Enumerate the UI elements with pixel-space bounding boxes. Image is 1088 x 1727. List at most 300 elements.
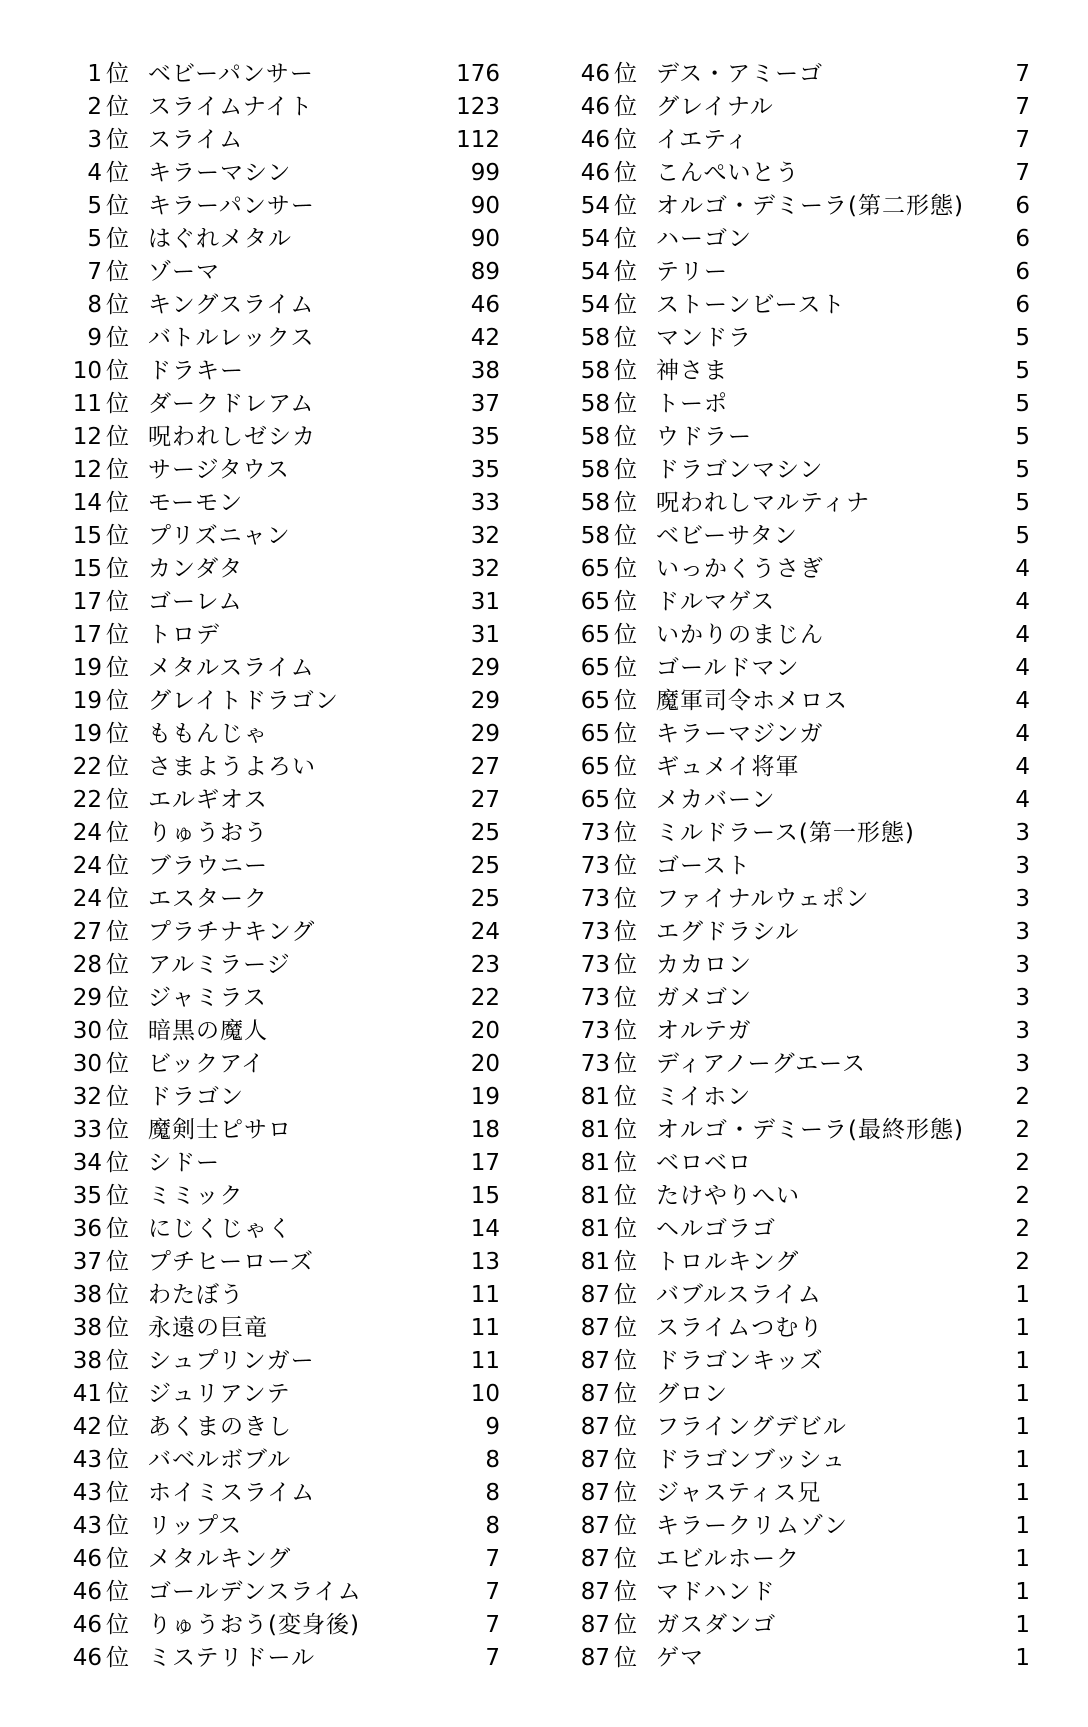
character-name: ゴースト bbox=[656, 853, 751, 879]
character-name: ダークドレアム bbox=[148, 391, 315, 417]
vote-count: 24 bbox=[470, 919, 500, 945]
rank-suffix: 位 bbox=[614, 457, 637, 483]
ranking-row bbox=[570, 1477, 1030, 1510]
rank-suffix: 位 bbox=[614, 556, 637, 582]
rank-number: 10 bbox=[72, 358, 102, 384]
rank-number: 5 bbox=[87, 193, 102, 219]
vote-count: 1 bbox=[1015, 1282, 1030, 1308]
rank-suffix: 位 bbox=[106, 292, 129, 318]
ranking-row bbox=[62, 1246, 522, 1279]
rank-suffix: 位 bbox=[106, 160, 129, 186]
character-name: ファイナルウェポン bbox=[656, 886, 870, 912]
vote-count: 8 bbox=[485, 1480, 500, 1506]
ranking-row bbox=[570, 124, 1030, 157]
ranking-row bbox=[62, 718, 522, 751]
ranking-row bbox=[62, 388, 522, 421]
vote-count: 3 bbox=[1015, 985, 1030, 1011]
character-name: いっかくうさぎ bbox=[656, 556, 824, 582]
ranking-row bbox=[62, 619, 522, 652]
rank-suffix: 位 bbox=[106, 1348, 129, 1374]
ranking-row bbox=[62, 1378, 522, 1411]
vote-count: 4 bbox=[1015, 556, 1030, 582]
character-name: ドラゴンブッシュ bbox=[656, 1447, 846, 1473]
rank-suffix: 位 bbox=[106, 952, 129, 978]
character-name: トロデ bbox=[148, 622, 220, 648]
character-name: ミステリドール bbox=[148, 1645, 316, 1671]
ranking-row bbox=[570, 817, 1030, 850]
ranking-row bbox=[62, 586, 522, 619]
rank-number: 87 bbox=[580, 1348, 610, 1374]
ranking-row bbox=[62, 1477, 522, 1510]
ranking-row bbox=[62, 421, 522, 454]
ranking-row bbox=[570, 388, 1030, 421]
character-name: わたぼう bbox=[148, 1282, 244, 1308]
ranking-row bbox=[62, 1015, 522, 1048]
vote-count: 176 bbox=[456, 61, 500, 87]
rank-number: 3 bbox=[87, 127, 102, 153]
rank-suffix: 位 bbox=[614, 655, 637, 681]
rank-number: 87 bbox=[580, 1381, 610, 1407]
rank-number: 15 bbox=[72, 523, 102, 549]
ranking-row bbox=[62, 1510, 522, 1543]
rank-number: 22 bbox=[72, 787, 102, 813]
rank-number: 4 bbox=[87, 160, 102, 186]
vote-count: 7 bbox=[1015, 127, 1030, 153]
character-name: ギュメイ将軍 bbox=[656, 754, 800, 780]
rank-number: 19 bbox=[72, 688, 102, 714]
ranking-row bbox=[570, 883, 1030, 916]
vote-count: 2 bbox=[1015, 1117, 1030, 1143]
vote-count: 10 bbox=[470, 1381, 500, 1407]
character-name: リップス bbox=[148, 1513, 243, 1539]
vote-count: 32 bbox=[470, 523, 500, 549]
vote-count: 29 bbox=[470, 721, 500, 747]
ranking-row bbox=[570, 1510, 1030, 1543]
character-name: ディアノーグエース bbox=[656, 1051, 867, 1077]
ranking-row bbox=[570, 685, 1030, 718]
rank-suffix: 位 bbox=[106, 424, 129, 450]
ranking-row bbox=[62, 916, 522, 949]
character-name: ドラゴンキッズ bbox=[656, 1348, 824, 1374]
rank-number: 46 bbox=[72, 1645, 102, 1671]
ranking-row bbox=[62, 520, 522, 553]
vote-count: 2 bbox=[1015, 1150, 1030, 1176]
rank-number: 58 bbox=[580, 523, 610, 549]
rank-suffix: 位 bbox=[106, 1579, 129, 1605]
ranking-row bbox=[570, 1378, 1030, 1411]
ranking-row bbox=[62, 454, 522, 487]
rank-number: 46 bbox=[580, 160, 610, 186]
rank-number: 73 bbox=[580, 919, 610, 945]
rank-suffix: 位 bbox=[106, 1249, 129, 1275]
vote-count: 4 bbox=[1015, 655, 1030, 681]
rank-number: 5 bbox=[87, 226, 102, 252]
rank-suffix: 位 bbox=[106, 127, 129, 153]
vote-count: 20 bbox=[470, 1051, 500, 1077]
vote-count: 19 bbox=[470, 1084, 500, 1110]
vote-count: 5 bbox=[1015, 358, 1030, 384]
character-name: メタルキング bbox=[148, 1546, 292, 1572]
rank-suffix: 位 bbox=[106, 721, 129, 747]
vote-count: 5 bbox=[1015, 457, 1030, 483]
character-name: ミイホン bbox=[656, 1084, 752, 1110]
character-name: グレイトドラゴン bbox=[148, 688, 339, 714]
rank-number: 81 bbox=[580, 1183, 610, 1209]
ranking-row bbox=[62, 1609, 522, 1642]
vote-count: 4 bbox=[1015, 787, 1030, 813]
ranking-row bbox=[570, 1279, 1030, 1312]
character-name: デス・アミーゴ bbox=[656, 61, 824, 87]
ranking-row bbox=[570, 289, 1030, 322]
vote-count: 6 bbox=[1015, 193, 1030, 219]
ranking-row bbox=[570, 355, 1030, 388]
rank-suffix: 位 bbox=[106, 358, 129, 384]
rank-suffix: 位 bbox=[106, 457, 129, 483]
ranking-row bbox=[62, 1312, 522, 1345]
character-name: トーポ bbox=[656, 391, 728, 417]
character-name: ブラウニー bbox=[148, 853, 268, 879]
rank-suffix: 位 bbox=[614, 358, 637, 384]
vote-count: 11 bbox=[470, 1348, 500, 1374]
rank-number: 58 bbox=[580, 391, 610, 417]
rank-suffix: 位 bbox=[614, 1645, 637, 1671]
character-name: こんぺいとう bbox=[656, 160, 800, 186]
rank-suffix: 位 bbox=[614, 391, 637, 417]
character-name: ベロベロ bbox=[656, 1150, 752, 1176]
rank-suffix: 位 bbox=[614, 523, 637, 549]
character-name: ゴールデンスライム bbox=[148, 1579, 362, 1605]
character-name: バブルスライム bbox=[656, 1282, 822, 1308]
rank-number: 87 bbox=[580, 1447, 610, 1473]
rank-number: 54 bbox=[580, 226, 610, 252]
vote-count: 3 bbox=[1015, 952, 1030, 978]
vote-count: 8 bbox=[485, 1447, 500, 1473]
character-name: 暗黒の魔人 bbox=[148, 1018, 268, 1044]
vote-count: 15 bbox=[470, 1183, 500, 1209]
rank-number: 35 bbox=[72, 1183, 102, 1209]
vote-count: 25 bbox=[470, 820, 500, 846]
rank-number: 81 bbox=[580, 1084, 610, 1110]
character-name: 永遠の巨竜 bbox=[148, 1315, 268, 1341]
vote-count: 11 bbox=[470, 1282, 500, 1308]
vote-count: 7 bbox=[485, 1546, 500, 1572]
rank-suffix: 位 bbox=[614, 985, 637, 1011]
ranking-row bbox=[62, 685, 522, 718]
rank-number: 58 bbox=[580, 424, 610, 450]
vote-count: 6 bbox=[1015, 292, 1030, 318]
rank-number: 22 bbox=[72, 754, 102, 780]
vote-count: 4 bbox=[1015, 754, 1030, 780]
ranking-row bbox=[570, 1609, 1030, 1642]
rank-number: 54 bbox=[580, 193, 610, 219]
rank-number: 36 bbox=[72, 1216, 102, 1242]
vote-count: 123 bbox=[456, 94, 500, 120]
character-name: 魔剣士ピサロ bbox=[148, 1117, 292, 1143]
rank-suffix: 位 bbox=[106, 1051, 129, 1077]
ranking-row bbox=[62, 982, 522, 1015]
character-name: シュプリンガー bbox=[148, 1348, 315, 1374]
ranking-row bbox=[570, 1048, 1030, 1081]
ranking-row bbox=[570, 1411, 1030, 1444]
character-name: ハーゴン bbox=[656, 226, 752, 252]
character-name: エスターク bbox=[148, 886, 268, 912]
character-name: グロン bbox=[656, 1381, 728, 1407]
vote-count: 8 bbox=[485, 1513, 500, 1539]
vote-count: 27 bbox=[470, 787, 500, 813]
rank-suffix: 位 bbox=[106, 1480, 129, 1506]
rank-suffix: 位 bbox=[614, 1018, 637, 1044]
ranking-row bbox=[62, 58, 522, 91]
rank-suffix: 位 bbox=[614, 1150, 637, 1176]
rank-suffix: 位 bbox=[106, 1645, 129, 1671]
character-name: ゴーレム bbox=[148, 589, 243, 615]
ranking-row bbox=[570, 520, 1030, 553]
rank-suffix: 位 bbox=[614, 1414, 637, 1440]
rank-suffix: 位 bbox=[106, 985, 129, 1011]
rank-suffix: 位 bbox=[106, 754, 129, 780]
ranking-row bbox=[570, 553, 1030, 586]
vote-count: 1 bbox=[1015, 1315, 1030, 1341]
rank-suffix: 位 bbox=[106, 688, 129, 714]
ranking-row bbox=[62, 1642, 522, 1675]
character-name: たけやりへい bbox=[656, 1183, 800, 1209]
character-name: ビックアイ bbox=[148, 1051, 266, 1077]
rank-number: 38 bbox=[72, 1348, 102, 1374]
vote-count: 35 bbox=[470, 424, 500, 450]
rank-suffix: 位 bbox=[614, 622, 637, 648]
character-name: プリズニャン bbox=[148, 523, 291, 549]
vote-count: 7 bbox=[485, 1579, 500, 1605]
rank-number: 81 bbox=[580, 1150, 610, 1176]
rank-number: 73 bbox=[580, 1018, 610, 1044]
ranking-row bbox=[570, 751, 1030, 784]
ranking-row bbox=[62, 817, 522, 850]
rank-number: 46 bbox=[72, 1579, 102, 1605]
rank-suffix: 位 bbox=[614, 952, 637, 978]
character-name: エビルホーク bbox=[656, 1546, 800, 1572]
ranking-row bbox=[62, 124, 522, 157]
ranking-row bbox=[62, 1180, 522, 1213]
ranking-row bbox=[570, 850, 1030, 883]
rank-suffix: 位 bbox=[614, 1282, 637, 1308]
character-name: ジャミラス bbox=[148, 985, 267, 1011]
rank-suffix: 位 bbox=[106, 193, 129, 219]
rank-number: 37 bbox=[72, 1249, 102, 1275]
rank-suffix: 位 bbox=[106, 1018, 129, 1044]
vote-count: 5 bbox=[1015, 391, 1030, 417]
rank-suffix: 位 bbox=[106, 886, 129, 912]
rank-suffix: 位 bbox=[614, 1051, 637, 1077]
rank-number: 65 bbox=[580, 754, 610, 780]
character-name: グレイナル bbox=[656, 94, 774, 120]
rank-suffix: 位 bbox=[106, 1150, 129, 1176]
ranking-row bbox=[570, 1081, 1030, 1114]
character-name: プチヒーローズ bbox=[148, 1249, 314, 1275]
vote-count: 1 bbox=[1015, 1480, 1030, 1506]
rank-number: 43 bbox=[72, 1447, 102, 1473]
rank-number: 87 bbox=[580, 1612, 610, 1638]
ranking-row bbox=[570, 256, 1030, 289]
rank-suffix: 位 bbox=[614, 1315, 637, 1341]
vote-count: 2 bbox=[1015, 1216, 1030, 1242]
rank-suffix: 位 bbox=[106, 1183, 129, 1209]
ranking-row bbox=[570, 1246, 1030, 1279]
rank-number: 43 bbox=[72, 1513, 102, 1539]
rank-suffix: 位 bbox=[614, 160, 637, 186]
vote-count: 1 bbox=[1015, 1645, 1030, 1671]
rank-suffix: 位 bbox=[614, 226, 637, 252]
rank-suffix: 位 bbox=[614, 1513, 637, 1539]
vote-count: 89 bbox=[470, 259, 500, 285]
rank-suffix: 位 bbox=[106, 1381, 129, 1407]
ranking-row bbox=[570, 223, 1030, 256]
ranking-row bbox=[570, 1444, 1030, 1477]
character-name: ミルドラース(第一形態) bbox=[656, 820, 915, 846]
rank-number: 73 bbox=[580, 952, 610, 978]
ranking-row bbox=[570, 1114, 1030, 1147]
ranking-row bbox=[62, 751, 522, 784]
character-name: バトルレックス bbox=[148, 325, 315, 351]
ranking-row bbox=[570, 487, 1030, 520]
rank-number: 12 bbox=[72, 457, 102, 483]
rank-number: 65 bbox=[580, 787, 610, 813]
rank-number: 46 bbox=[580, 94, 610, 120]
rank-suffix: 位 bbox=[614, 1084, 637, 1110]
rank-suffix: 位 bbox=[106, 1612, 129, 1638]
ranking-row bbox=[62, 1081, 522, 1114]
rank-suffix: 位 bbox=[106, 94, 129, 120]
rank-number: 46 bbox=[580, 127, 610, 153]
rank-number: 11 bbox=[72, 391, 102, 417]
character-name: ドラキー bbox=[148, 358, 244, 384]
character-name: はぐれメタル bbox=[148, 226, 292, 252]
vote-count: 6 bbox=[1015, 226, 1030, 252]
rank-number: 19 bbox=[72, 721, 102, 747]
character-name: イエティ bbox=[656, 127, 750, 153]
vote-count: 112 bbox=[456, 127, 500, 153]
character-name: 魔軍司令ホメロス bbox=[656, 688, 848, 714]
rank-suffix: 位 bbox=[106, 1513, 129, 1539]
character-name: オルテガ bbox=[656, 1018, 752, 1044]
rank-suffix: 位 bbox=[614, 325, 637, 351]
ranking-row bbox=[570, 949, 1030, 982]
rank-suffix: 位 bbox=[106, 1084, 129, 1110]
rank-number: 34 bbox=[72, 1150, 102, 1176]
vote-count: 5 bbox=[1015, 424, 1030, 450]
rank-suffix: 位 bbox=[106, 1117, 129, 1143]
vote-count: 90 bbox=[470, 193, 500, 219]
rank-number: 87 bbox=[580, 1513, 610, 1539]
character-name: マンドラ bbox=[656, 325, 752, 351]
rank-suffix: 位 bbox=[614, 919, 637, 945]
rank-suffix: 位 bbox=[106, 391, 129, 417]
ranking-row bbox=[570, 58, 1030, 91]
ranking-row bbox=[62, 1444, 522, 1477]
character-name: オルゴ・デミーラ(最終形態) bbox=[656, 1117, 964, 1143]
rank-suffix: 位 bbox=[106, 853, 129, 879]
character-name: カカロン bbox=[656, 952, 752, 978]
character-name: いかりのまじん bbox=[656, 622, 824, 648]
vote-count: 31 bbox=[470, 622, 500, 648]
vote-count: 4 bbox=[1015, 589, 1030, 615]
rank-suffix: 位 bbox=[614, 1612, 637, 1638]
character-name: にじくじゃく bbox=[148, 1216, 292, 1242]
character-name: ゲマ bbox=[656, 1645, 704, 1671]
rank-number: 65 bbox=[580, 589, 610, 615]
character-name: スライムナイト bbox=[148, 94, 314, 120]
character-name: あくまのきし bbox=[148, 1414, 292, 1440]
rank-number: 54 bbox=[580, 259, 610, 285]
rank-suffix: 位 bbox=[614, 820, 637, 846]
vote-count: 1 bbox=[1015, 1579, 1030, 1605]
character-name: キングスライム bbox=[148, 292, 315, 318]
rank-suffix: 位 bbox=[106, 61, 129, 87]
vote-count: 17 bbox=[470, 1150, 500, 1176]
rank-suffix: 位 bbox=[614, 1480, 637, 1506]
rank-number: 46 bbox=[72, 1612, 102, 1638]
vote-count: 3 bbox=[1015, 919, 1030, 945]
ranking-row bbox=[570, 1576, 1030, 1609]
ranking-column-left bbox=[62, 58, 522, 1675]
ranking-row bbox=[570, 982, 1030, 1015]
vote-count: 99 bbox=[470, 160, 500, 186]
rank-suffix: 位 bbox=[614, 1216, 637, 1242]
vote-count: 6 bbox=[1015, 259, 1030, 285]
rank-suffix: 位 bbox=[614, 1546, 637, 1572]
rank-suffix: 位 bbox=[106, 1216, 129, 1242]
vote-count: 46 bbox=[470, 292, 500, 318]
ranking-row bbox=[570, 1015, 1030, 1048]
character-name: テリー bbox=[656, 259, 728, 285]
character-name: シドー bbox=[148, 1150, 220, 1176]
rank-number: 2 bbox=[87, 94, 102, 120]
vote-count: 29 bbox=[470, 655, 500, 681]
vote-count: 7 bbox=[1015, 61, 1030, 87]
rank-number: 58 bbox=[580, 490, 610, 516]
vote-count: 42 bbox=[470, 325, 500, 351]
character-name: エルギオス bbox=[148, 787, 268, 813]
rank-number: 33 bbox=[72, 1117, 102, 1143]
ranking-column-right bbox=[570, 58, 1030, 1675]
rank-number: 73 bbox=[580, 985, 610, 1011]
ranking-row bbox=[62, 1411, 522, 1444]
ranking-row bbox=[570, 916, 1030, 949]
rank-suffix: 位 bbox=[614, 721, 637, 747]
rank-suffix: 位 bbox=[106, 589, 129, 615]
rank-suffix: 位 bbox=[106, 259, 129, 285]
character-name: ストーンビースト bbox=[656, 292, 846, 318]
ranking-row bbox=[570, 586, 1030, 619]
rank-suffix: 位 bbox=[106, 820, 129, 846]
character-name: りゅうおう(変身後) bbox=[148, 1612, 360, 1638]
vote-count: 14 bbox=[470, 1216, 500, 1242]
rank-suffix: 位 bbox=[614, 1579, 637, 1605]
character-name: ゾーマ bbox=[148, 259, 220, 285]
ranking-row bbox=[570, 1312, 1030, 1345]
vote-count: 9 bbox=[485, 1414, 500, 1440]
vote-count: 4 bbox=[1015, 622, 1030, 648]
rank-number: 38 bbox=[72, 1282, 102, 1308]
character-name: ホイミスライム bbox=[148, 1480, 316, 1506]
ranking-row bbox=[570, 1642, 1030, 1675]
vote-count: 7 bbox=[1015, 160, 1030, 186]
rank-suffix: 位 bbox=[106, 1282, 129, 1308]
ranking-row bbox=[62, 1576, 522, 1609]
character-name: キラーパンサー bbox=[148, 193, 315, 219]
rank-suffix: 位 bbox=[614, 1348, 637, 1374]
rank-number: 81 bbox=[580, 1249, 610, 1275]
ranking-row bbox=[62, 1345, 522, 1378]
